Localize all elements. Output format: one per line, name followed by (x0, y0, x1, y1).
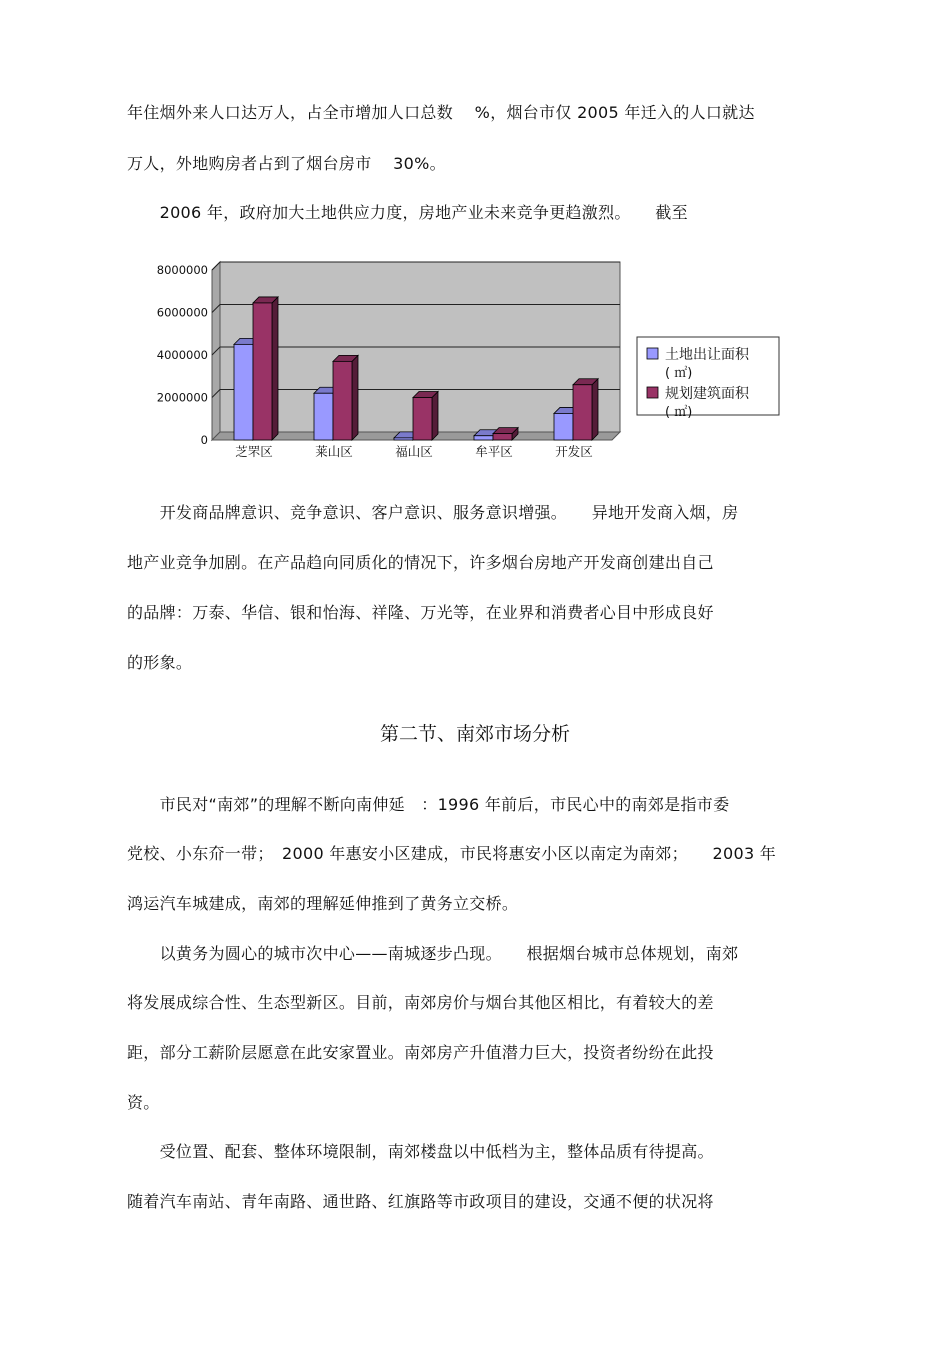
y-tick-label: 0 (200, 433, 208, 447)
paragraph-line: 万人，外地购房者占到了烟台房市 30%。 (127, 154, 446, 173)
y-tick-label: 8000000 (156, 263, 208, 277)
bar (234, 344, 253, 440)
legend-label-unit: ( ㎡) (665, 366, 693, 381)
y-tick-label: 6000000 (156, 305, 208, 320)
bar (493, 434, 512, 440)
legend-label: 规划建筑面积 (665, 386, 749, 402)
bar (474, 436, 493, 440)
paragraph-line: 年住烟外来人口达万人，占全市增加人口总数 %，烟台市仅 2005 年迁入的人口就达 (127, 103, 755, 122)
paragraph-line: 地产业竞争加剧。在产品趋向同质化的情况下，许多烟台房地产开发商创建出自己 (127, 553, 714, 572)
paragraph-line: 随着汽车南站、青年南路、通世路、红旗路等市政项目的建设，交通不便的状况将 (127, 1192, 714, 1211)
bar (394, 438, 413, 440)
paragraph-line: 距，部分工薪阶层愿意在此安家置业。南郊房产升值潜力巨大，投资者纷纷在此投 (127, 1043, 714, 1062)
paragraph-line: 的形象。 (127, 653, 193, 672)
x-tick-label: 牟平区 (475, 444, 513, 459)
y-tick-label: 4000000 (156, 348, 208, 362)
bar (253, 303, 272, 440)
paragraph-line: 党校、小东夼一带； 2000 年惠安小区建成，市民将惠安小区以南定为南郊； 2003 年 (127, 844, 777, 863)
bar (314, 393, 333, 440)
bar-side (592, 379, 598, 440)
paragraph-line: 开发商品牌意识、竞争意识、客户意识、服务意识增强。 异地开发商入烟，房 (127, 503, 739, 522)
section-title: 第二节、南郊市场分析 (379, 723, 570, 745)
bar (573, 385, 592, 440)
y-tick-label: 2000000 (156, 390, 208, 405)
paragraph-line: 以黄务为圆心的城市次中心——南城逐步凸现。 根据烟台城市总体规划，南郊 (127, 944, 739, 963)
x-tick-label: 福山区 (395, 444, 433, 459)
legend-label-unit: ( ㎡) (665, 405, 693, 420)
bar-side (432, 392, 438, 441)
bar (554, 413, 573, 440)
paragraph-line: 的品牌：万泰、华信、银和怡海、祥隆、万光等，在业界和消费者心目中形成良好 (127, 603, 714, 622)
x-tick-label: 开发区 (555, 444, 593, 459)
legend-label: 土地出让面积 (665, 347, 749, 363)
paragraph-line: 将发展成综合性、生态型新区。目前，南郊房价与烟台其他区相比，有着较大的差 (127, 993, 714, 1012)
x-tick-label: 芝罘区 (235, 444, 273, 459)
legend-swatch (647, 387, 658, 398)
bar-chart (150, 255, 790, 465)
paragraph-line: 鸿运汽车城建成，南郊的理解延伸推到了黄务立交桥。 (127, 894, 519, 913)
bar (413, 398, 432, 441)
paragraph-line: 资。 (127, 1093, 160, 1112)
bar-side (272, 297, 278, 440)
paragraph-line: 受位置、配套、整体环境限制，南郊楼盘以中低档为主，整体品质有待提高。 (127, 1142, 714, 1161)
paragraph-line: 市民对“南郊”的理解不断向南伸延 ：1996 年前后，市民心中的南郊是指市委 (127, 795, 730, 814)
paragraph-line: 2006 年，政府加大土地供应力度，房地产业未来竞争更趋激烈。 截至 (127, 203, 688, 222)
x-tick-label: 莱山区 (315, 444, 353, 459)
bar-side (352, 355, 358, 440)
legend-swatch (647, 348, 658, 359)
bar (333, 361, 352, 440)
